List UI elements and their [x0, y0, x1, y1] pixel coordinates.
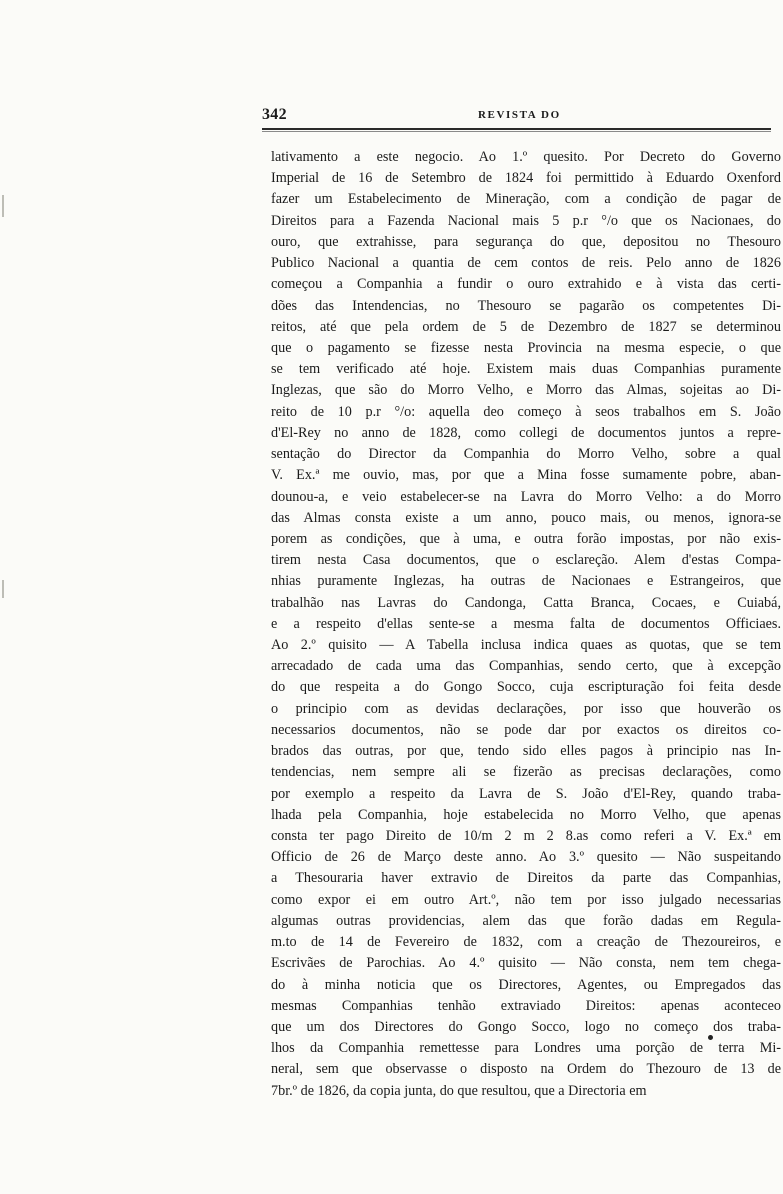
text-line: dounou-a, e veio estabelecer-se na Lavra do Morro Velho: a do Morro: [271, 488, 781, 505]
text-line: 7br.º de 1826, da copia junta, do que resultou, que a Directoria em: [271, 1082, 647, 1099]
text-line: sentação do Director da Companhia do Morro Velho, sobre a qual: [271, 446, 781, 463]
text-line: Inglezas, que são do Morro Velho, e Morro das Almas, sojeitas ao Di-: [271, 382, 781, 399]
text-line: que um dos Directores do Gongo Socco, logo no começo dos traba-: [271, 1018, 781, 1035]
text-line: como expor ei em outro Art.º, não tem por isso julgado necessarias: [271, 891, 781, 908]
text-line: Direitos para a Fazenda Nacional mais 5 p.r °/o que os Nacionaes, do: [271, 212, 781, 229]
text-line: Officio de 26 de Março deste anno. Ao 3.º quesito — Não suspeitando: [271, 849, 781, 866]
text-line: Escrivães de Parochias. Ao 4.º quisito — Não consta, nem tem chega-: [271, 955, 781, 972]
text-line: Ao 2.º quisito — A Tabella inclusa indica quaes as quotas, que se tem: [271, 637, 781, 654]
text-line: lativamento a este negocio. Ao 1.º quesito. Por Decreto do Governo: [271, 149, 781, 165]
text-line: do que respeita a do Gongo Socco, cuja escripturação foi feita desde: [271, 679, 781, 696]
text-line: Imperial de 16 de Setembro de 1824 foi permittido à Eduardo Oxenford: [271, 170, 781, 187]
print-mark: [708, 1035, 713, 1040]
text-line: tendencias, nem sempre ali se fizerão as precisas declarações, como: [271, 764, 781, 781]
page-number: 342: [262, 106, 287, 123]
text-line: a Thesouraria haver extravio de Direitos da parte das Companhias,: [271, 870, 781, 887]
text-line: mesmas Companhias tenhão extraviado Direitos: apenas aconteceo: [271, 997, 781, 1014]
text-line: arrecadado de cada uma das Companhias, sendo certo, que à excepção: [271, 658, 781, 675]
text-line: tirem nesta Casa documentos, que o esclareção. Alem d'estas Compa-: [271, 552, 781, 569]
text-line: que o pagamento se fizesse nesta Provincia na mesma especie, o que: [271, 339, 781, 356]
text-line: o principio com as devidas declarações, por isso que houverão os: [271, 700, 781, 717]
text-line: V. Ex.ª me ouvio, mas, por que a Mina fosse sumamente pobre, aban-: [271, 467, 781, 484]
text-line: porem as condições, que à uma, e outra forão impostas, por não exis-: [271, 530, 781, 547]
text-line: m.to de 14 de Fevereiro de 1832, com a creação de Thezoureiros, e: [271, 934, 781, 951]
text-line: reitos, até que pela ordem de 5 de Dezembro de 1827 se determinou: [271, 318, 781, 335]
text-line: fazer um Estabelecimento de Mineração, com a condição de pagar de: [271, 191, 781, 208]
text-line: neral, sem que observasse o disposto na Ordem do Thezouro de 13 de: [271, 1061, 781, 1078]
text-line: dões das Intendencias, no Thesouro se pagarão os competentes Di-: [271, 297, 781, 314]
text-line: brados das outras, por que, tendo sido elles pagos à principio nas In-: [271, 743, 781, 760]
text-line: algumas outras providencias, alem das que forão dadas em Regula-: [271, 912, 781, 929]
text-line: e a respeito d'ellas sente-se a mesma falta de documentos Officiaes.: [271, 615, 781, 632]
text-line: trabalhão nas Lavras do Candonga, Catta Branca, Cocaes, e Cuiabá,: [271, 594, 781, 611]
header-rule-thin: [262, 131, 771, 132]
edge-mark: [2, 195, 4, 217]
text-line: ouro, que extrahisse, para segurança do que, depositou no Thesouro: [271, 233, 781, 250]
text-line: do à minha noticia que os Directores, Agentes, ou Empregados das: [271, 976, 781, 993]
running-title: REVISTA DO: [478, 109, 561, 121]
body-text: [271, 147, 781, 1102]
page-header: [262, 106, 772, 128]
text-line: começou a Companhia a fundir o ouro extrahido e à vista das certi-: [271, 276, 781, 293]
edge-mark: [2, 580, 4, 598]
text-line: Publico Nacional a quantia de cem contos de reis. Pelo anno de 1826: [271, 255, 781, 272]
text-line: das Almas consta existe a um anno, pouco mais, ou menos, ignora-se: [271, 509, 781, 526]
text-line: lhada pela Companhia, hoje estabelecida no Morro Velho, que apenas: [271, 806, 781, 823]
text-line: d'El-Rey no anno de 1828, como collegi de documentos juntos a repre-: [271, 424, 781, 441]
text-line: lhos da Companhia remettesse para Londres uma porção de terra Mi-: [271, 1040, 781, 1057]
text-line: por exemplo a respeito da Lavra de S. João d'El-Rey, quando traba-: [271, 785, 781, 802]
text-line: se tem verificado até hoje. Existem mais duas Companhias puramente: [271, 361, 781, 378]
text-line: consta ter pago Direito de 10/m 2 m 2 8.as como referi a V. Ex.ª em: [271, 828, 781, 844]
text-line: necessarios documentos, não se pode dar por exactos os direitos co-: [271, 721, 781, 738]
text-line: reito de 10 p.r °/o: aquella deo começo à seos trabalhos em S. João: [271, 403, 781, 420]
header-rule: [262, 128, 771, 130]
text-line: nhias puramente Inglezas, ha outras de Nacionaes e Estrangeiros, que: [271, 573, 781, 590]
